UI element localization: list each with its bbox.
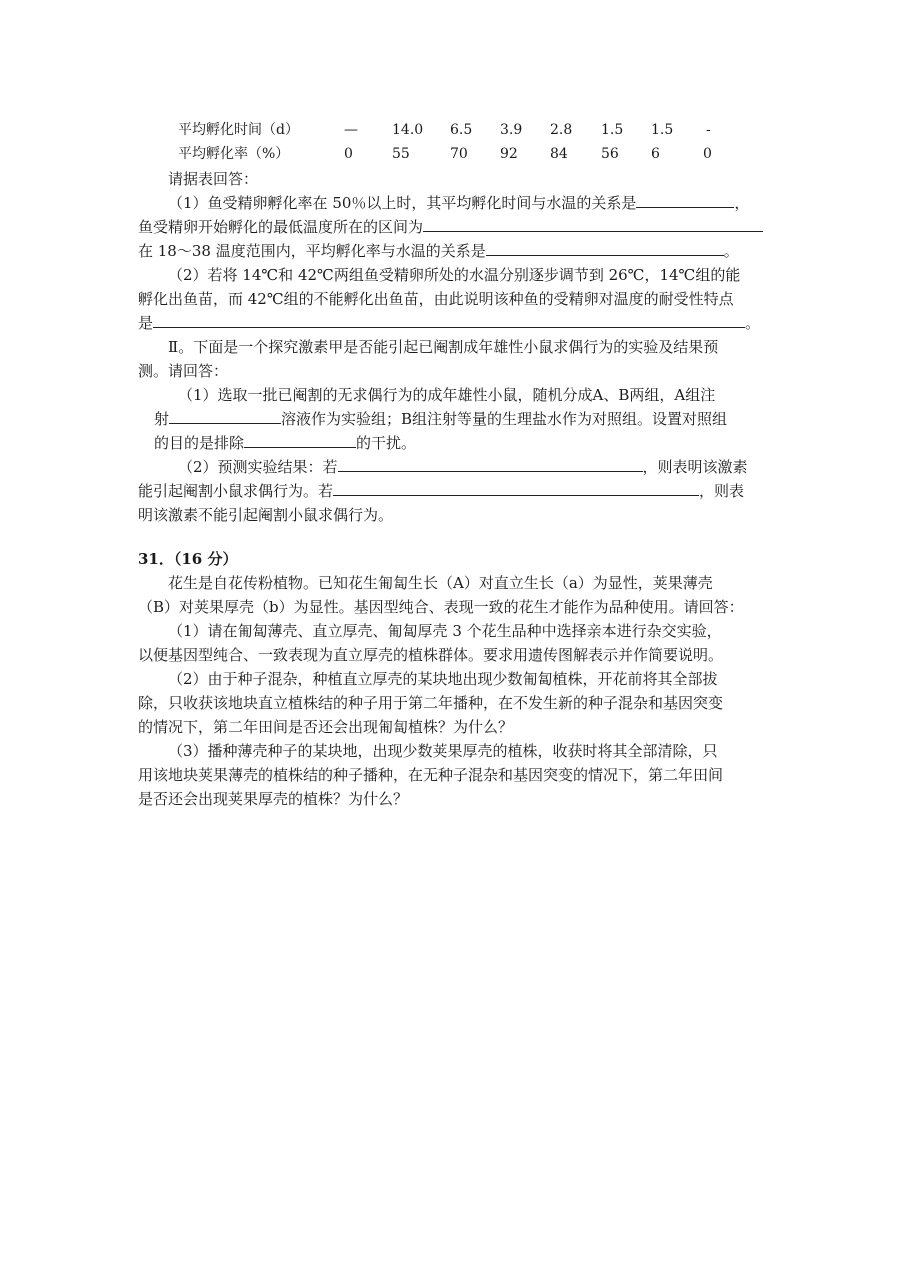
table-cell: 55 xyxy=(392,146,410,162)
text: 射 xyxy=(154,410,170,428)
table-cell: 92 xyxy=(500,146,518,162)
table-cell: 1.5 xyxy=(651,122,674,138)
text: 能引起阉割小鼠求偶行为。若 xyxy=(138,482,334,500)
part1-q2-line2: 孵化出鱼苗，而 42℃组的不能孵化出鱼苗，由此说明该种鱼的受精卵对温度的耐受性特点 xyxy=(138,290,734,308)
text: ， xyxy=(734,194,750,212)
answer-blank[interactable] xyxy=(153,312,745,328)
q31-para-line1: 花生是自花传粉植物。已知花生匍匐生长（A）对直立生长（a）为显性，荚果薄壳 xyxy=(168,574,713,592)
q31-sub1-line2: 以便基因型纯合、一致表现为直立厚壳的植株群体。要求用遗传图解表示并作简要说明。 xyxy=(138,646,724,664)
q31-sub2-line2: 除，只收获该地块直立植株结的种子用于第二年播种，在不发生新的种子混杂和基因突变 xyxy=(138,694,724,712)
table-cell: — xyxy=(344,122,358,138)
table-cell: 0 xyxy=(344,146,353,162)
text: （1）鱼受精卵孵化率在 50％以上时，其平均孵化时间与水温的关系是 xyxy=(168,194,637,212)
table-row-hatch-rate xyxy=(0,142,909,166)
part2-q1-line3 xyxy=(154,431,416,455)
answer-blank[interactable] xyxy=(338,456,643,472)
q31-sub3-line1: （3）播种薄壳种子的某块地，出现少数荚果厚壳的植株，收获时将其全部清除，只 xyxy=(168,742,718,760)
answer-blank[interactable] xyxy=(244,432,356,448)
q31-para-line2: （B）对荚果厚壳（b）为显性。基因型纯合、表现一致的花生才能作为品种使用。请回答： xyxy=(138,598,744,616)
answer-blank[interactable] xyxy=(636,192,734,208)
text: 在 18～38 温度范围内，平均孵化率与水温的关系是 xyxy=(138,242,486,260)
table-cell: 0 xyxy=(703,146,712,162)
text: 的目的是排除 xyxy=(154,434,245,452)
part1-q1-line3 xyxy=(138,239,739,263)
table-cell: 2.8 xyxy=(550,122,573,138)
text: 溶液作为实验组；B组注射等量的生理盐水作为对照组。设置对照组 xyxy=(281,410,728,428)
table-cell: 1.5 xyxy=(601,122,624,138)
table-cell: 6 xyxy=(651,146,660,162)
part2-q2-line2 xyxy=(138,479,744,503)
text: 。 xyxy=(723,242,739,260)
part1-q2-line3 xyxy=(138,311,760,335)
part2-q1-line2 xyxy=(154,407,727,431)
part1-q1-line1 xyxy=(168,191,749,215)
table-row-hatch-time xyxy=(0,118,909,142)
part2-q1-line1: （1）选取一批已阉割的无求偶行为的成年雄性小鼠，随机分成A、B两组，A组注 xyxy=(178,386,716,404)
question-31-heading: 31．（16 分） xyxy=(138,550,238,568)
part1-q1-line2 xyxy=(138,215,763,239)
table-cell: 84 xyxy=(550,146,568,162)
answer-blank[interactable] xyxy=(486,240,724,256)
q31-sub2-line3: 的情况下，第二年田间是否还会出现匍匐植株？为什么？ xyxy=(138,718,514,736)
part2-intro-line2: 测。请回答： xyxy=(138,362,229,380)
q31-sub1-line1: （1）请在匍匐薄壳、直立厚壳、匍匐厚壳 3 个花生品种中选择亲本进行杂交实验， xyxy=(168,622,722,640)
row-label: 平均孵化率（%） xyxy=(178,146,290,162)
q31-sub3-line2: 用该地块荚果薄壳的植株结的种子播种，在无种子混杂和基因突变的情况下，第二年田间 xyxy=(138,766,724,784)
part2-q2-line3: 明该激素不能引起阉割小鼠求偶行为。 xyxy=(138,506,394,524)
table-cell: 3.9 xyxy=(500,122,523,138)
table-cell: 70 xyxy=(450,146,468,162)
row-label: 平均孵化时间（d） xyxy=(178,122,299,138)
table-cell: - xyxy=(706,122,711,138)
part2-q2-line1 xyxy=(178,455,748,479)
part1-intro: 请据表回答： xyxy=(168,170,259,188)
answer-blank[interactable] xyxy=(333,480,699,496)
text: （2）预测实验结果：若 xyxy=(178,458,338,476)
q31-sub3-line3: 是否还会出现荚果厚壳的植株？为什么？ xyxy=(138,790,409,808)
text: 的干扰。 xyxy=(356,434,417,452)
answer-blank[interactable] xyxy=(423,216,763,232)
table-cell: 6.5 xyxy=(450,122,473,138)
text: ，则表 xyxy=(699,482,745,500)
part1-q2-line1: （2）若将 14℃和 42℃两组鱼受精卵所处的水温分别逐步调节到 26℃，14℃组的能 xyxy=(168,266,741,284)
text: 鱼受精卵开始孵化的最低温度所在的区间为 xyxy=(138,218,424,236)
text: 。 xyxy=(745,314,761,332)
answer-blank[interactable] xyxy=(169,408,281,424)
q31-sub2-line1: （2）由于种子混杂，种植直立厚壳的某块地出现少数匍匐植株，开花前将其全部拔 xyxy=(168,670,718,688)
table-cell: 56 xyxy=(601,146,619,162)
part2-intro-line1: Ⅱ。下面是一个探究激素甲是否能引起已阉割成年雄性小鼠求偶行为的实验及结果预 xyxy=(168,338,719,356)
text: ，则表明该激素 xyxy=(642,458,748,476)
text: 是 xyxy=(138,314,154,332)
table-cell: 14.0 xyxy=(392,122,424,138)
